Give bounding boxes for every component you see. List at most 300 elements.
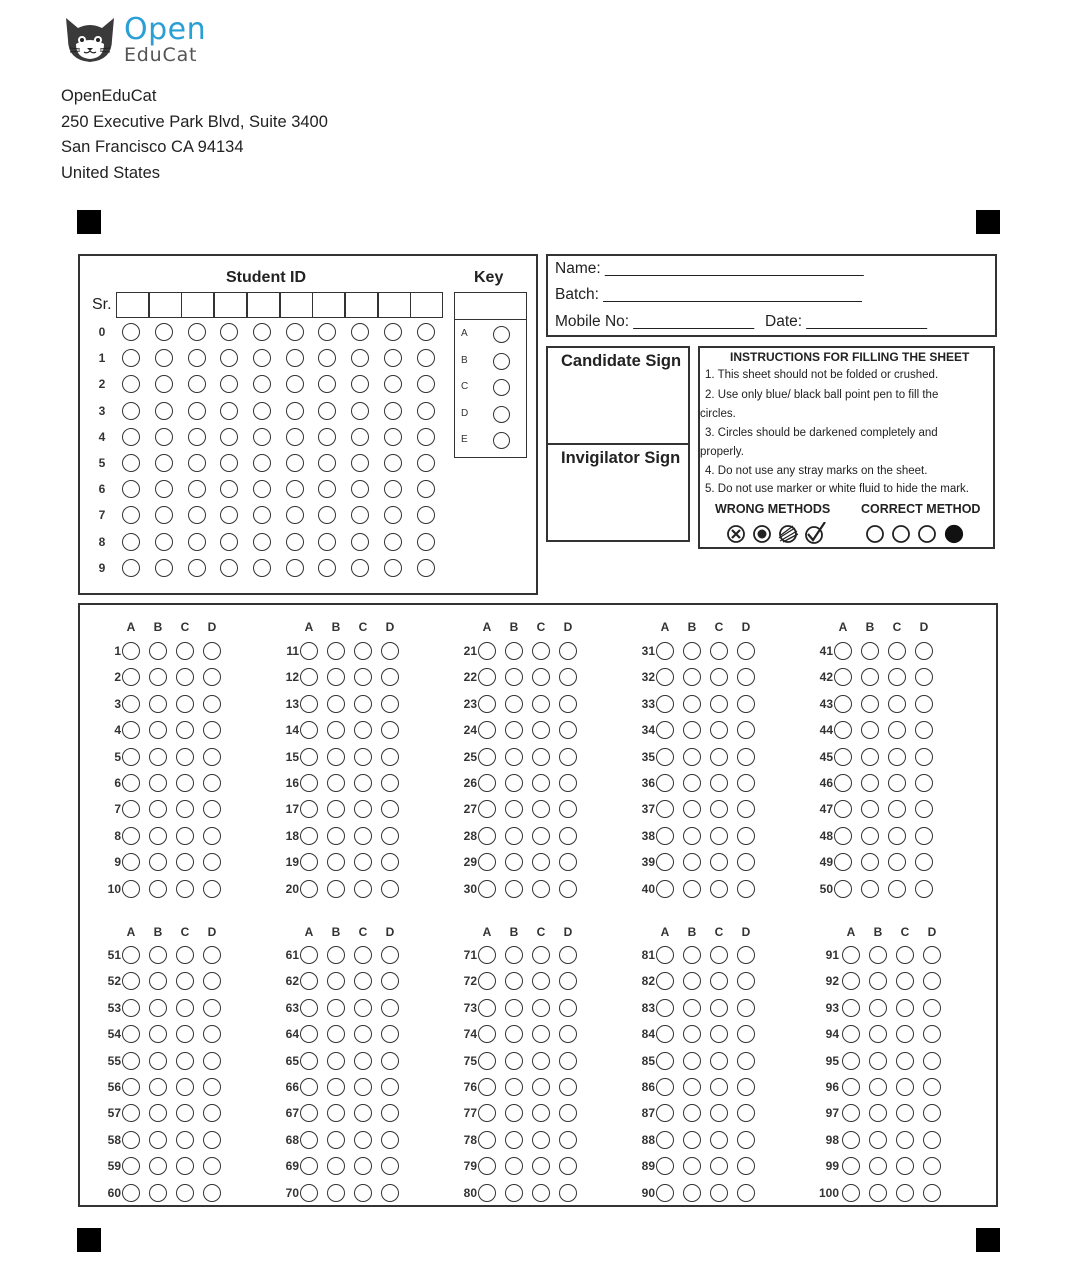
student-id-write-cell[interactable] [116,292,149,318]
answer-bubble[interactable] [300,1078,318,1096]
answer-bubble[interactable] [559,880,577,898]
answer-bubble[interactable] [656,774,674,792]
answer-bubble[interactable] [327,774,345,792]
answer-bubble[interactable] [656,1078,674,1096]
answer-bubble[interactable] [888,880,906,898]
answer-bubble[interactable] [354,999,372,1017]
student-id-bubble[interactable] [253,402,271,420]
answer-bubble[interactable] [737,827,755,845]
answer-bubble[interactable] [176,642,194,660]
answer-bubble[interactable] [505,999,523,1017]
answer-bubble[interactable] [834,880,852,898]
answer-bubble[interactable] [834,827,852,845]
answer-bubble[interactable] [683,1131,701,1149]
answer-bubble[interactable] [710,1052,728,1070]
answer-bubble[interactable] [737,1078,755,1096]
answer-bubble[interactable] [300,880,318,898]
answer-bubble[interactable] [915,695,933,713]
answer-bubble[interactable] [505,695,523,713]
student-id-bubble[interactable] [384,559,402,577]
answer-bubble[interactable] [737,946,755,964]
student-id-bubble[interactable] [220,402,238,420]
answer-bubble[interactable] [478,1184,496,1202]
answer-bubble[interactable] [354,774,372,792]
student-id-bubble[interactable] [122,559,140,577]
answer-bubble[interactable] [559,827,577,845]
answer-bubble[interactable] [834,774,852,792]
answer-bubble[interactable] [710,748,728,766]
answer-bubble[interactable] [532,1078,550,1096]
student-id-bubble[interactable] [155,454,173,472]
answer-bubble[interactable] [861,748,879,766]
answer-bubble[interactable] [203,642,221,660]
answer-bubble[interactable] [505,1184,523,1202]
student-id-bubble[interactable] [318,559,336,577]
answer-bubble[interactable] [842,1131,860,1149]
mobile-field[interactable]: Mobile No: ______________ [555,313,755,330]
answer-bubble[interactable] [354,827,372,845]
student-id-write-cell[interactable] [280,292,313,318]
answer-bubble[interactable] [737,774,755,792]
student-id-bubble[interactable] [351,323,369,341]
student-id-write-cell[interactable] [410,292,443,318]
answer-bubble[interactable] [203,1078,221,1096]
answer-bubble[interactable] [532,880,550,898]
answer-bubble[interactable] [842,946,860,964]
student-id-bubble[interactable] [122,323,140,341]
answer-bubble[interactable] [203,1131,221,1149]
answer-bubble[interactable] [559,1052,577,1070]
answer-bubble[interactable] [505,880,523,898]
answer-bubble[interactable] [842,1052,860,1070]
answer-bubble[interactable] [559,1131,577,1149]
student-id-bubble[interactable] [220,323,238,341]
answer-bubble[interactable] [737,880,755,898]
answer-bubble[interactable] [861,695,879,713]
answer-bubble[interactable] [861,880,879,898]
answer-bubble[interactable] [710,880,728,898]
answer-bubble[interactable] [869,1052,887,1070]
answer-bubble[interactable] [656,1131,674,1149]
student-id-bubble[interactable] [188,454,206,472]
student-id-bubble[interactable] [286,559,304,577]
student-id-bubble[interactable] [122,533,140,551]
student-id-bubble[interactable] [384,323,402,341]
student-id-bubble[interactable] [122,454,140,472]
answer-bubble[interactable] [896,1078,914,1096]
answer-bubble[interactable] [532,774,550,792]
answer-bubble[interactable] [656,748,674,766]
answer-bubble[interactable] [300,946,318,964]
answer-bubble[interactable] [381,774,399,792]
answer-bubble[interactable] [737,748,755,766]
answer-bubble[interactable] [149,642,167,660]
answer-bubble[interactable] [737,1052,755,1070]
answer-bubble[interactable] [176,827,194,845]
answer-bubble[interactable] [559,774,577,792]
answer-bubble[interactable] [915,774,933,792]
answer-bubble[interactable] [354,1052,372,1070]
answer-bubble[interactable] [888,827,906,845]
answer-bubble[interactable] [656,946,674,964]
answer-bubble[interactable] [478,827,496,845]
answer-bubble[interactable] [478,999,496,1017]
answer-bubble[interactable] [737,999,755,1017]
answer-bubble[interactable] [327,880,345,898]
answer-bubble[interactable] [478,1078,496,1096]
answer-bubble[interactable] [888,642,906,660]
student-id-bubble[interactable] [253,533,271,551]
answer-bubble[interactable] [532,946,550,964]
answer-bubble[interactable] [656,827,674,845]
answer-bubble[interactable] [354,642,372,660]
answer-bubble[interactable] [842,1078,860,1096]
answer-bubble[interactable] [381,999,399,1017]
answer-bubble[interactable] [888,695,906,713]
answer-bubble[interactable] [327,1131,345,1149]
name-field[interactable]: Name: ______________________________ [555,260,864,277]
student-id-bubble[interactable] [155,323,173,341]
answer-bubble[interactable] [149,827,167,845]
answer-bubble[interactable] [327,1052,345,1070]
answer-bubble[interactable] [834,642,852,660]
answer-bubble[interactable] [869,946,887,964]
answer-bubble[interactable] [176,774,194,792]
student-id-bubble[interactable] [417,402,435,420]
answer-bubble[interactable] [915,880,933,898]
student-id-bubble[interactable] [286,428,304,446]
answer-bubble[interactable] [176,946,194,964]
answer-bubble[interactable] [505,827,523,845]
answer-bubble[interactable] [888,774,906,792]
answer-bubble[interactable] [176,1078,194,1096]
answer-bubble[interactable] [300,999,318,1017]
student-id-write-cell[interactable] [181,292,214,318]
student-id-bubble[interactable] [122,402,140,420]
answer-bubble[interactable] [149,748,167,766]
student-id-bubble[interactable] [417,533,435,551]
answer-bubble[interactable] [176,999,194,1017]
student-id-bubble[interactable] [286,402,304,420]
answer-bubble[interactable] [149,1131,167,1149]
answer-bubble[interactable] [505,642,523,660]
answer-bubble[interactable] [710,827,728,845]
student-id-write-cell[interactable] [247,292,280,318]
student-id-bubble[interactable] [286,323,304,341]
answer-bubble[interactable] [122,1052,140,1070]
answer-bubble[interactable] [532,748,550,766]
student-id-bubble[interactable] [351,533,369,551]
student-id-write-cell[interactable] [214,292,247,318]
answer-bubble[interactable] [122,946,140,964]
answer-bubble[interactable] [149,880,167,898]
student-id-bubble[interactable] [417,454,435,472]
answer-bubble[interactable] [559,748,577,766]
student-id-bubble[interactable] [318,323,336,341]
answer-bubble[interactable] [327,642,345,660]
student-id-bubble[interactable] [220,454,238,472]
answer-bubble[interactable] [381,1184,399,1202]
answer-bubble[interactable] [505,1052,523,1070]
answer-bubble[interactable] [869,1078,887,1096]
answer-bubble[interactable] [710,1131,728,1149]
answer-bubble[interactable] [327,999,345,1017]
answer-bubble[interactable] [896,1184,914,1202]
answer-bubble[interactable] [203,999,221,1017]
answer-bubble[interactable] [683,946,701,964]
answer-bubble[interactable] [683,1052,701,1070]
answer-bubble[interactable] [122,1078,140,1096]
answer-bubble[interactable] [381,827,399,845]
student-id-bubble[interactable] [220,559,238,577]
answer-bubble[interactable] [896,1052,914,1070]
answer-bubble[interactable] [122,748,140,766]
student-id-bubble[interactable] [155,533,173,551]
answer-bubble[interactable] [683,695,701,713]
answer-bubble[interactable] [478,1131,496,1149]
student-id-bubble[interactable] [253,559,271,577]
answer-bubble[interactable] [656,1184,674,1202]
answer-bubble[interactable] [354,695,372,713]
answer-bubble[interactable] [122,827,140,845]
answer-bubble[interactable] [869,1184,887,1202]
answer-bubble[interactable] [896,946,914,964]
answer-bubble[interactable] [559,999,577,1017]
answer-bubble[interactable] [869,1131,887,1149]
answer-bubble[interactable] [327,748,345,766]
answer-bubble[interactable] [559,642,577,660]
answer-bubble[interactable] [122,1131,140,1149]
answer-bubble[interactable] [923,999,941,1017]
answer-bubble[interactable] [478,774,496,792]
date-field[interactable]: Date: ______________ [765,313,928,330]
answer-bubble[interactable] [834,695,852,713]
answer-bubble[interactable] [203,827,221,845]
student-id-bubble[interactable] [155,428,173,446]
answer-bubble[interactable] [532,642,550,660]
answer-bubble[interactable] [354,748,372,766]
student-id-bubble[interactable] [253,454,271,472]
student-id-bubble[interactable] [318,454,336,472]
answer-bubble[interactable] [122,999,140,1017]
batch-field[interactable]: Batch: ______________________________ [555,286,862,303]
answer-bubble[interactable] [896,1131,914,1149]
answer-bubble[interactable] [559,1078,577,1096]
answer-bubble[interactable] [683,999,701,1017]
student-id-bubble[interactable] [188,402,206,420]
student-id-write-cell[interactable] [345,292,378,318]
answer-bubble[interactable] [327,1184,345,1202]
answer-bubble[interactable] [915,642,933,660]
student-id-bubble[interactable] [188,428,206,446]
answer-bubble[interactable] [300,1131,318,1149]
answer-bubble[interactable] [203,880,221,898]
student-id-bubble[interactable] [188,533,206,551]
student-id-bubble[interactable] [318,402,336,420]
answer-bubble[interactable] [203,774,221,792]
key-bubble[interactable] [493,353,510,370]
student-id-bubble[interactable] [155,402,173,420]
answer-bubble[interactable] [505,1078,523,1096]
answer-bubble[interactable] [861,774,879,792]
student-id-write-cell[interactable] [312,292,345,318]
answer-bubble[interactable] [683,827,701,845]
answer-bubble[interactable] [176,1052,194,1070]
answer-bubble[interactable] [683,774,701,792]
answer-bubble[interactable] [505,1131,523,1149]
student-id-bubble[interactable] [351,402,369,420]
answer-bubble[interactable] [559,946,577,964]
answer-bubble[interactable] [381,946,399,964]
answer-bubble[interactable] [176,1184,194,1202]
answer-bubble[interactable] [122,642,140,660]
answer-bubble[interactable] [923,1078,941,1096]
answer-bubble[interactable] [203,946,221,964]
student-id-bubble[interactable] [318,533,336,551]
student-id-bubble[interactable] [253,323,271,341]
answer-bubble[interactable] [300,642,318,660]
answer-bubble[interactable] [532,1131,550,1149]
answer-bubble[interactable] [122,1184,140,1202]
answer-bubble[interactable] [381,1131,399,1149]
student-id-bubble[interactable] [384,533,402,551]
answer-bubble[interactable] [300,1184,318,1202]
answer-bubble[interactable] [300,748,318,766]
answer-bubble[interactable] [559,695,577,713]
answer-bubble[interactable] [505,774,523,792]
answer-bubble[interactable] [683,1078,701,1096]
answer-bubble[interactable] [381,880,399,898]
answer-bubble[interactable] [149,946,167,964]
answer-bubble[interactable] [710,695,728,713]
student-id-write-cell[interactable] [149,292,182,318]
answer-bubble[interactable] [683,880,701,898]
answer-bubble[interactable] [915,827,933,845]
answer-bubble[interactable] [834,748,852,766]
student-id-bubble[interactable] [155,559,173,577]
answer-bubble[interactable] [861,827,879,845]
answer-bubble[interactable] [176,748,194,766]
answer-bubble[interactable] [176,880,194,898]
answer-bubble[interactable] [327,827,345,845]
answer-bubble[interactable] [915,748,933,766]
answer-bubble[interactable] [122,880,140,898]
answer-bubble[interactable] [532,1052,550,1070]
answer-bubble[interactable] [149,1052,167,1070]
key-write-cell[interactable] [454,292,527,320]
answer-bubble[interactable] [149,999,167,1017]
answer-bubble[interactable] [896,999,914,1017]
answer-bubble[interactable] [923,946,941,964]
student-id-bubble[interactable] [122,428,140,446]
student-id-write-cell[interactable] [378,292,411,318]
answer-bubble[interactable] [203,1052,221,1070]
answer-bubble[interactable] [656,999,674,1017]
answer-bubble[interactable] [559,1184,577,1202]
answer-bubble[interactable] [354,880,372,898]
answer-bubble[interactable] [888,748,906,766]
answer-bubble[interactable] [354,1184,372,1202]
answer-bubble[interactable] [300,1052,318,1070]
key-bubble[interactable] [493,326,510,343]
answer-bubble[interactable] [203,748,221,766]
student-id-bubble[interactable] [384,428,402,446]
answer-bubble[interactable] [683,642,701,660]
answer-bubble[interactable] [203,695,221,713]
answer-bubble[interactable] [532,1184,550,1202]
answer-bubble[interactable] [505,946,523,964]
answer-bubble[interactable] [149,1184,167,1202]
answer-bubble[interactable] [737,1131,755,1149]
answer-bubble[interactable] [149,695,167,713]
answer-bubble[interactable] [710,946,728,964]
answer-bubble[interactable] [300,774,318,792]
answer-bubble[interactable] [354,1078,372,1096]
answer-bubble[interactable] [869,999,887,1017]
answer-bubble[interactable] [203,1184,221,1202]
student-id-bubble[interactable] [286,454,304,472]
answer-bubble[interactable] [478,880,496,898]
answer-bubble[interactable] [532,695,550,713]
answer-bubble[interactable] [381,642,399,660]
answer-bubble[interactable] [656,695,674,713]
answer-bubble[interactable] [842,999,860,1017]
answer-bubble[interactable] [532,827,550,845]
student-id-bubble[interactable] [417,323,435,341]
answer-bubble[interactable] [710,774,728,792]
student-id-bubble[interactable] [384,454,402,472]
answer-bubble[interactable] [710,999,728,1017]
answer-bubble[interactable] [300,695,318,713]
answer-bubble[interactable] [327,1078,345,1096]
student-id-bubble[interactable] [417,559,435,577]
student-id-bubble[interactable] [318,428,336,446]
answer-bubble[interactable] [861,642,879,660]
answer-bubble[interactable] [327,695,345,713]
answer-bubble[interactable] [478,946,496,964]
answer-bubble[interactable] [710,642,728,660]
student-id-bubble[interactable] [188,559,206,577]
answer-bubble[interactable] [478,1052,496,1070]
answer-bubble[interactable] [683,1184,701,1202]
answer-bubble[interactable] [737,642,755,660]
answer-bubble[interactable] [381,695,399,713]
answer-bubble[interactable] [176,695,194,713]
answer-bubble[interactable] [710,1078,728,1096]
answer-bubble[interactable] [923,1184,941,1202]
answer-bubble[interactable] [505,748,523,766]
student-id-bubble[interactable] [220,533,238,551]
student-id-bubble[interactable] [351,559,369,577]
answer-bubble[interactable] [737,1184,755,1202]
answer-bubble[interactable] [478,748,496,766]
student-id-bubble[interactable] [188,323,206,341]
student-id-bubble[interactable] [351,454,369,472]
student-id-bubble[interactable] [417,428,435,446]
answer-bubble[interactable] [532,999,550,1017]
key-bubble[interactable] [493,406,510,423]
answer-bubble[interactable] [176,1131,194,1149]
answer-bubble[interactable] [737,695,755,713]
answer-bubble[interactable] [327,946,345,964]
answer-bubble[interactable] [683,748,701,766]
answer-bubble[interactable] [381,1052,399,1070]
answer-bubble[interactable] [300,827,318,845]
answer-bubble[interactable] [656,1052,674,1070]
answer-bubble[interactable] [354,1131,372,1149]
answer-bubble[interactable] [710,1184,728,1202]
answer-bubble[interactable] [381,748,399,766]
